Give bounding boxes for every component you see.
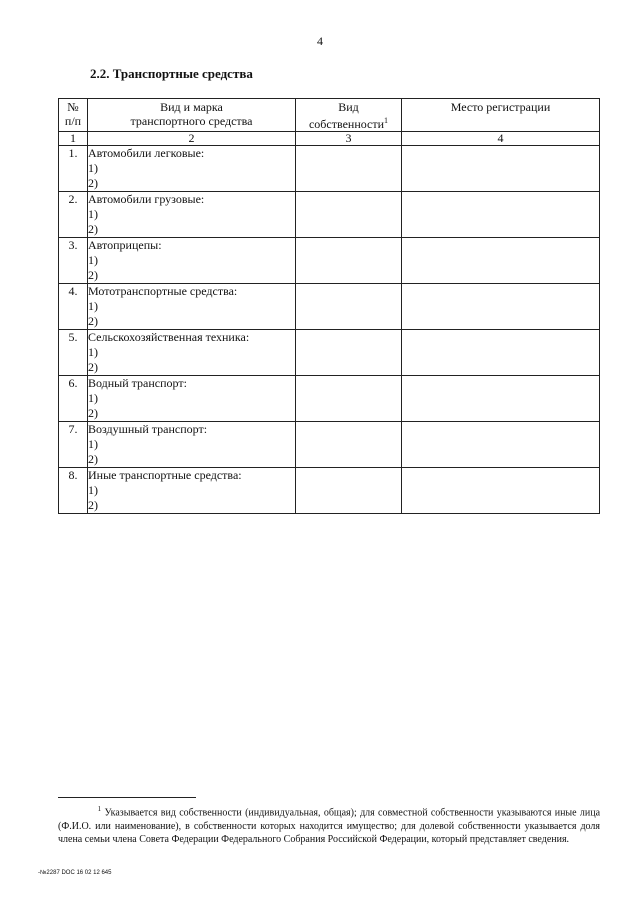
footnote-text: Указывается вид собственности (индивидуальная, общая); для совместной собственности указываются иные лица (Ф.И.О. или наименование), в собственности которых находится имущество; для долевой собственности указывается доля члена семьи члена Совета Федерации Федерального Собрания Российской Федерации, который представляет сведения. [58,807,601,846]
row-ownership-cell[interactable] [296,238,402,284]
row-kind [88,468,296,514]
table-header-row [59,99,600,132]
row-sub-item: 2) [88,452,98,466]
row-ownership-cell[interactable] [296,468,402,514]
row-ownership-cell[interactable] [296,422,402,468]
document-code: -№2287 DOC 16 02 12 645 [38,870,112,876]
row-sub-item: 1) [88,483,98,497]
row-ownership-cell[interactable] [296,330,402,376]
header-kind [88,99,296,132]
header-number-line2: п/п [64,114,82,128]
row-kind-title: Водный транспорт: [88,376,187,390]
row-kind [88,238,296,284]
table-row [59,146,600,192]
header-kind-line2: транспортного средства [130,114,253,128]
row-registration-cell[interactable] [402,238,600,284]
row-ownership-cell[interactable] [296,376,402,422]
row-sub-item: 2) [88,360,98,374]
row-sub-item: 1) [88,253,98,267]
row-sub-item: 1) [88,391,98,405]
row-sub-item: 2) [88,222,98,236]
row-ownership-cell[interactable] [296,146,402,192]
row-number: 3. [59,238,88,284]
row-sub-item: 2) [88,498,98,512]
row-number: 2. [59,192,88,238]
footnote [58,803,600,847]
page-number: 4 [317,34,323,48]
header-kind-line1: Вид и марка [160,100,223,114]
row-ownership-cell[interactable] [296,192,402,238]
row-sub-item: 2) [88,314,98,328]
row-kind-title: Воздушный транспорт: [88,422,208,436]
column-number: 2 [88,132,296,146]
row-kind [88,330,296,376]
header-registration-place-text: Место регистрации [450,100,551,114]
row-kind [88,192,296,238]
row-registration-cell[interactable] [402,284,600,330]
row-kind [88,422,296,468]
row-number: 6. [59,376,88,422]
table-row [59,422,600,468]
column-number-row [59,132,600,146]
row-number: 1. [59,146,88,192]
row-kind-title: Автомобили легковые: [88,146,205,160]
row-kind-title: Мототранспортные средства: [88,284,238,298]
row-registration-cell[interactable] [402,468,600,514]
row-registration-cell[interactable] [402,192,600,238]
table-row [59,192,600,238]
row-registration-cell[interactable] [402,422,600,468]
row-sub-item: 1) [88,437,98,451]
table-row [59,468,600,514]
row-sub-item: 2) [88,406,98,420]
row-kind [88,284,296,330]
row-number: 4. [59,284,88,330]
column-number: 3 [296,132,402,146]
row-ownership-cell[interactable] [296,284,402,330]
footnote-number: 1 [97,805,102,813]
row-registration-cell[interactable] [402,376,600,422]
row-registration-cell[interactable] [402,146,600,192]
table-row [59,284,600,330]
vehicles-table [58,98,600,514]
header-registration-place [402,99,600,132]
header-number [59,99,88,132]
row-kind-title: Автоприцепы: [88,238,162,252]
header-ownership-line1: Вид [338,100,359,114]
row-sub-item: 1) [88,161,98,175]
row-sub-item: 1) [88,207,98,221]
header-ownership-line2: собственности [308,117,385,131]
column-number: 4 [402,132,600,146]
footnote-divider [58,797,196,798]
header-number-line1: № [67,100,79,114]
row-kind [88,146,296,192]
row-kind-title: Автомобили грузовые: [88,192,205,206]
row-sub-item: 2) [88,176,98,190]
row-sub-item: 1) [88,345,98,359]
table-row [59,330,600,376]
table-row [59,376,600,422]
header-ownership [296,99,402,132]
row-sub-item: 1) [88,299,98,313]
row-number: 8. [59,468,88,514]
row-kind [88,376,296,422]
row-registration-cell[interactable] [402,330,600,376]
footnote-mark: 1 [384,116,389,125]
section-title: 2.2. Транспортные средства [90,66,253,81]
row-number: 7. [59,422,88,468]
row-number: 5. [59,330,88,376]
row-sub-item: 2) [88,268,98,282]
row-kind-title: Иные транспортные средства: [88,468,242,482]
row-kind-title: Сельскохозяйственная техника: [88,330,250,344]
table-row [59,238,600,284]
column-number: 1 [59,132,88,146]
